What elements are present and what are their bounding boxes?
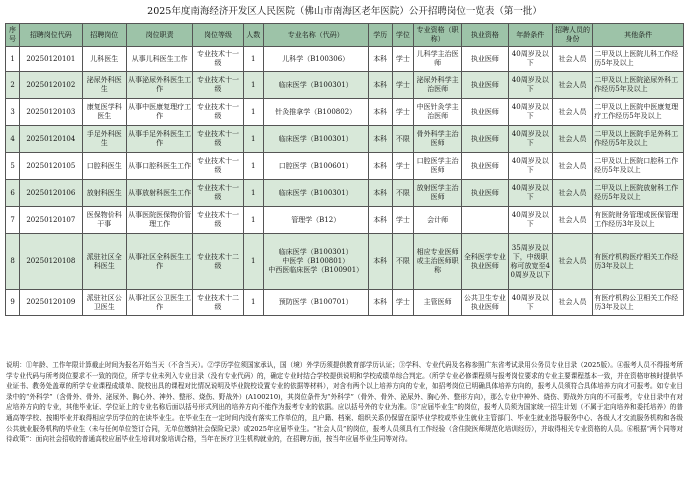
table-cell: 社会人员 bbox=[552, 72, 592, 99]
table-cell: 20250120105 bbox=[20, 153, 82, 180]
table-cell: 20250120104 bbox=[20, 126, 82, 153]
table-cell: 从事口腔科医生工作 bbox=[126, 153, 192, 180]
table-cell: 专业技术十一级 bbox=[193, 207, 243, 234]
table-cell: 二甲及以上医院手足外科工作经历5年及以上 bbox=[593, 126, 684, 153]
table-cell: 1 bbox=[243, 180, 263, 207]
table-cell: 口腔医学主治医师 bbox=[413, 153, 461, 180]
table-cell: 专业技术十一级 bbox=[193, 180, 243, 207]
table-cell: 二甲及以上医院儿科工作经历5年及以上 bbox=[593, 47, 684, 72]
table-cell: 专业技术十一级 bbox=[193, 153, 243, 180]
table-row bbox=[6, 180, 684, 207]
table-cell: 儿科医生 bbox=[82, 47, 126, 72]
table-cell: 专业技术十一级 bbox=[193, 126, 243, 153]
table-cell: 执业医师 bbox=[462, 153, 508, 180]
column-header: 学历 bbox=[368, 24, 392, 47]
column-header: 执业资格 bbox=[462, 24, 508, 47]
table-cell: 二甲及以上医院放射科工作经历5年及以上 bbox=[593, 180, 684, 207]
table-cell: 20250120109 bbox=[20, 290, 82, 316]
column-header: 学位 bbox=[392, 24, 413, 47]
notes-paragraph: 说明：①年龄、工作年限计算截止时间为报名开始当天（不含当天）。②学历学位须国家承认，国（境）外学历须提供教育部学历认证；③学科、专业代码及名称参照广东省考试录用公务员专业目录（2025版）。④报考人员不得报考所学专业代码与所考岗位要求不一致的岗位，所学专业未列入专业目录（没有专业代码）的，确定专业时结合学校提供说明和学校成绩单综合判定。（所学专业必修课程须与报考岗位要求的专业主要课程基本一致，并在资格审核时提供毕业证书、教务处盖章的所学专业课程成绩单、院校出具的课程对比情况说明及毕业院校设置专业的依据等材料），对含有两个以上培养方向的专业，如招考岗位已明确具体培养方向的，报考人员须符合具体培养方向才可报考。如专业目录中的“外科学”（含骨外、骨外、泌尿外、胸心外、神外、整形、烧伤、野战外）(A100210)，其岗位条件为“外科学”（骨外、骨外、泌尿外、胸心外、整形方向），那么专业中神外、烧伤、野战外方向的不可报考，专业目录中有对应培养方向的专业，其他毕业证、学位证上的专业名称后面以括号形式列出的培养方向不能作为报考专业的依据。应以括号外的专业为准。⑤“应届毕业生”的岗位，报考人员须为国家统一招生计划（不属于定向培养和委托培养）的普通高等学校、按期毕业并取得相应学历学位的在读毕业生。在毕业生在一定时间内没有落实工作单位的，且户籍、档案、组织关系仍保留在原毕业学校或毕业生就业主管部门、毕业生就业指导服务中心、各级人才交流服务机构和各级公共就业服务机构的毕业生（未与任何单位签订合同，无单位缴纳社会保险记录）或2025年应届毕业生。“社会人员”的岗位，报考人员须具有工作经验（含住院医师规范化培训经历），并取得相关专业资格的人员。⑥根据“两个同等对待政策”：面向社会招收的普通高校应届毕业生培训对象培训合格，当年在医疗卫生机构就业的，在招聘方面，按当年应届毕业生同等对待。 bbox=[6, 361, 683, 444]
table-cell: 社会人员 bbox=[552, 290, 592, 316]
table-cell: 口腔科医生 bbox=[82, 153, 126, 180]
table-cell: 从事手足外科医生工作 bbox=[126, 126, 192, 153]
table-cell: 9 bbox=[6, 290, 20, 316]
table-cell: 本科 bbox=[368, 126, 392, 153]
table-cell: 40周岁及以下 bbox=[508, 290, 552, 316]
table-cell: 执业医师 bbox=[462, 99, 508, 126]
table-cell: 康复医学科医生 bbox=[82, 99, 126, 126]
column-header: 专业资格（职称） bbox=[413, 24, 461, 47]
table-cell: 公共卫生专业执业医师 bbox=[462, 290, 508, 316]
table-cell: 相应专业医师或主治医师职称 bbox=[413, 234, 461, 290]
table-cell: 有医疗机构公卫相关工作经历3年及以上 bbox=[593, 290, 684, 316]
table-cell: 本科 bbox=[368, 180, 392, 207]
table-cell: 放射科医生 bbox=[82, 180, 126, 207]
table-cell: 40周岁及以下 bbox=[508, 47, 552, 72]
table-cell: 35周岁及以下，中级职称可放宽至40周岁及以下 bbox=[508, 234, 552, 290]
table-cell: 本科 bbox=[368, 153, 392, 180]
table-cell: 社会人员 bbox=[552, 99, 592, 126]
table-cell: 1 bbox=[243, 153, 263, 180]
table-cell: 临床医学（B100301） bbox=[263, 126, 368, 153]
table-cell: 会计师 bbox=[413, 207, 461, 234]
table-cell: 不限 bbox=[392, 234, 413, 290]
table-cell: 6 bbox=[6, 180, 20, 207]
table-cell: 8 bbox=[6, 234, 20, 290]
recruitment-table bbox=[5, 23, 684, 316]
table-cell: 社会人员 bbox=[552, 207, 592, 234]
table-cell: 预防医学（B100701） bbox=[263, 290, 368, 316]
table-cell: 执业医师 bbox=[462, 72, 508, 99]
table-row bbox=[6, 234, 684, 290]
table-cell bbox=[462, 207, 508, 234]
table-cell: 不限 bbox=[392, 180, 413, 207]
column-header: 招聘人员的身份 bbox=[552, 24, 592, 47]
table-cell: 1 bbox=[243, 207, 263, 234]
column-header: 岗位等级 bbox=[193, 24, 243, 47]
table-cell: 泌尿外科医生 bbox=[82, 72, 126, 99]
table-cell: 从事社区公卫医生工作 bbox=[126, 290, 192, 316]
table-cell: 本科 bbox=[368, 99, 392, 126]
column-header: 其他条件 bbox=[593, 24, 684, 47]
table-cell: 儿科学主治医师 bbox=[413, 47, 461, 72]
column-header: 招聘岗位代码 bbox=[20, 24, 82, 47]
table-cell: 20250120108 bbox=[20, 234, 82, 290]
table-cell: 从事社区全科医生工作 bbox=[126, 234, 192, 290]
table-cell: 1 bbox=[243, 126, 263, 153]
table-cell: 本科 bbox=[368, 207, 392, 234]
table-cell: 执业医师 bbox=[462, 180, 508, 207]
table-cell: 有医院财务管理或医保管理工作经历3年及以上 bbox=[593, 207, 684, 234]
table-cell: 执业医师 bbox=[462, 47, 508, 72]
table-cell: 40周岁及以下 bbox=[508, 99, 552, 126]
table-cell: 20250120101 bbox=[20, 47, 82, 72]
table-cell: 有医疗机构医疗相关工作经历3年及以上 bbox=[593, 234, 684, 290]
table-cell: 主管医师 bbox=[413, 290, 461, 316]
column-header: 序号 bbox=[6, 24, 20, 47]
table-cell: 社会人员 bbox=[552, 126, 592, 153]
table-cell: 7 bbox=[6, 207, 20, 234]
table-row bbox=[6, 47, 684, 72]
table-cell: 手足外科医生 bbox=[82, 126, 126, 153]
table-cell: 放射医学主治医师 bbox=[413, 180, 461, 207]
table-cell: 派驻社区公卫医生 bbox=[82, 290, 126, 316]
table-cell: 专业技术十二级 bbox=[193, 290, 243, 316]
table-cell: 针灸推拿学（B100802） bbox=[263, 99, 368, 126]
column-header: 招聘岗位 bbox=[82, 24, 126, 47]
table-cell: 1 bbox=[243, 234, 263, 290]
table-cell: 社会人员 bbox=[552, 234, 592, 290]
table-cell: 本科 bbox=[368, 72, 392, 99]
table-cell: 2 bbox=[6, 72, 20, 99]
table-cell: 执业医师 bbox=[462, 126, 508, 153]
table-cell: 3 bbox=[6, 99, 20, 126]
table-cell: 20250120106 bbox=[20, 180, 82, 207]
column-header: 专业名称（代码） bbox=[263, 24, 368, 47]
table-cell: 中医针灸学主治医师 bbox=[413, 99, 461, 126]
table-cell: 管理学（B12） bbox=[263, 207, 368, 234]
table-cell: 学士 bbox=[392, 47, 413, 72]
table-cell: 1 bbox=[243, 99, 263, 126]
table-cell: 40周岁及以下 bbox=[508, 126, 552, 153]
table-cell: 20250120103 bbox=[20, 99, 82, 126]
table-header-row bbox=[6, 24, 684, 47]
table-cell: 20250120107 bbox=[20, 207, 82, 234]
table-cell: 本科 bbox=[368, 290, 392, 316]
table-cell: 40周岁及以下 bbox=[508, 153, 552, 180]
table-cell: 40周岁及以下 bbox=[508, 72, 552, 99]
table-cell: 专业技术十二级 bbox=[193, 234, 243, 290]
table-cell: 专业技术十一级 bbox=[193, 99, 243, 126]
table-cell: 1 bbox=[243, 290, 263, 316]
table-cell: 全科医学专业执业医师 bbox=[462, 234, 508, 290]
table-cell: 临床医学（B100301） bbox=[263, 180, 368, 207]
table-cell: 二甲及以上医院泌尿外科工作经历5年及以上 bbox=[593, 72, 684, 99]
table-cell: 从事泌尿外科医生工作 bbox=[126, 72, 192, 99]
table-cell: 专业技术十一级 bbox=[193, 72, 243, 99]
table-cell: 口腔医学（B100601） bbox=[263, 153, 368, 180]
table-cell: 骨外科学主治医师 bbox=[413, 126, 461, 153]
table-cell: 儿科学（B100306） bbox=[263, 47, 368, 72]
table-cell: 学士 bbox=[392, 153, 413, 180]
table-cell: 40周岁及以下 bbox=[508, 207, 552, 234]
table-cell: 从事医院医保物价管理工作 bbox=[126, 207, 192, 234]
table-cell: 社会人员 bbox=[552, 47, 592, 72]
table-row bbox=[6, 99, 684, 126]
column-header: 人数 bbox=[243, 24, 263, 47]
table-cell: 二甲及以上医院口腔科工作经历5年及以上 bbox=[593, 153, 684, 180]
table-cell: 1 bbox=[243, 72, 263, 99]
column-header: 岗位职责 bbox=[126, 24, 192, 47]
table-cell: 40周岁及以下 bbox=[508, 180, 552, 207]
table-row bbox=[6, 153, 684, 180]
table-cell: 泌尿外科学主治医师 bbox=[413, 72, 461, 99]
table-cell: 从事放射科医生工作 bbox=[126, 180, 192, 207]
table-cell: 1 bbox=[6, 47, 20, 72]
table-row bbox=[6, 290, 684, 316]
table-row bbox=[6, 126, 684, 153]
table-cell: 本科 bbox=[368, 234, 392, 290]
table-row bbox=[6, 207, 684, 234]
table-cell: 5 bbox=[6, 153, 20, 180]
table-cell: 本科 bbox=[368, 47, 392, 72]
table-cell: 临床医学（B100301） bbox=[263, 72, 368, 99]
table-cell: 不限 bbox=[392, 126, 413, 153]
table-cell: 专业技术十一级 bbox=[193, 47, 243, 72]
table-cell: 学士 bbox=[392, 290, 413, 316]
table-cell: 临床医学（B100301） 中医学（B100801） 中西医临床医学（B100901） bbox=[263, 234, 368, 290]
column-header: 年龄条件 bbox=[508, 24, 552, 47]
table-cell: 20250120102 bbox=[20, 72, 82, 99]
table-cell: 二甲及以上医院中医康复理疗工作经历5年及以上 bbox=[593, 99, 684, 126]
page-title: 2025年度南海经济开发区人民医院（佛山市南海区老年医院）公开招聘岗位一览表（第一批） bbox=[147, 6, 542, 17]
table-cell: 1 bbox=[243, 47, 263, 72]
table-row bbox=[6, 72, 684, 99]
table-cell: 从事中医康复理疗工作 bbox=[126, 99, 192, 126]
table-cell: 4 bbox=[6, 126, 20, 153]
table-cell: 从事儿科医生工作 bbox=[126, 47, 192, 72]
table-cell: 学士 bbox=[392, 72, 413, 99]
table-cell: 派驻社区全科医生 bbox=[82, 234, 126, 290]
table-cell: 学士 bbox=[392, 207, 413, 234]
table-cell: 社会人员 bbox=[552, 153, 592, 180]
table-cell: 社会人员 bbox=[552, 180, 592, 207]
table-cell: 学士 bbox=[392, 99, 413, 126]
table-cell: 医保物价科干事 bbox=[82, 207, 126, 234]
